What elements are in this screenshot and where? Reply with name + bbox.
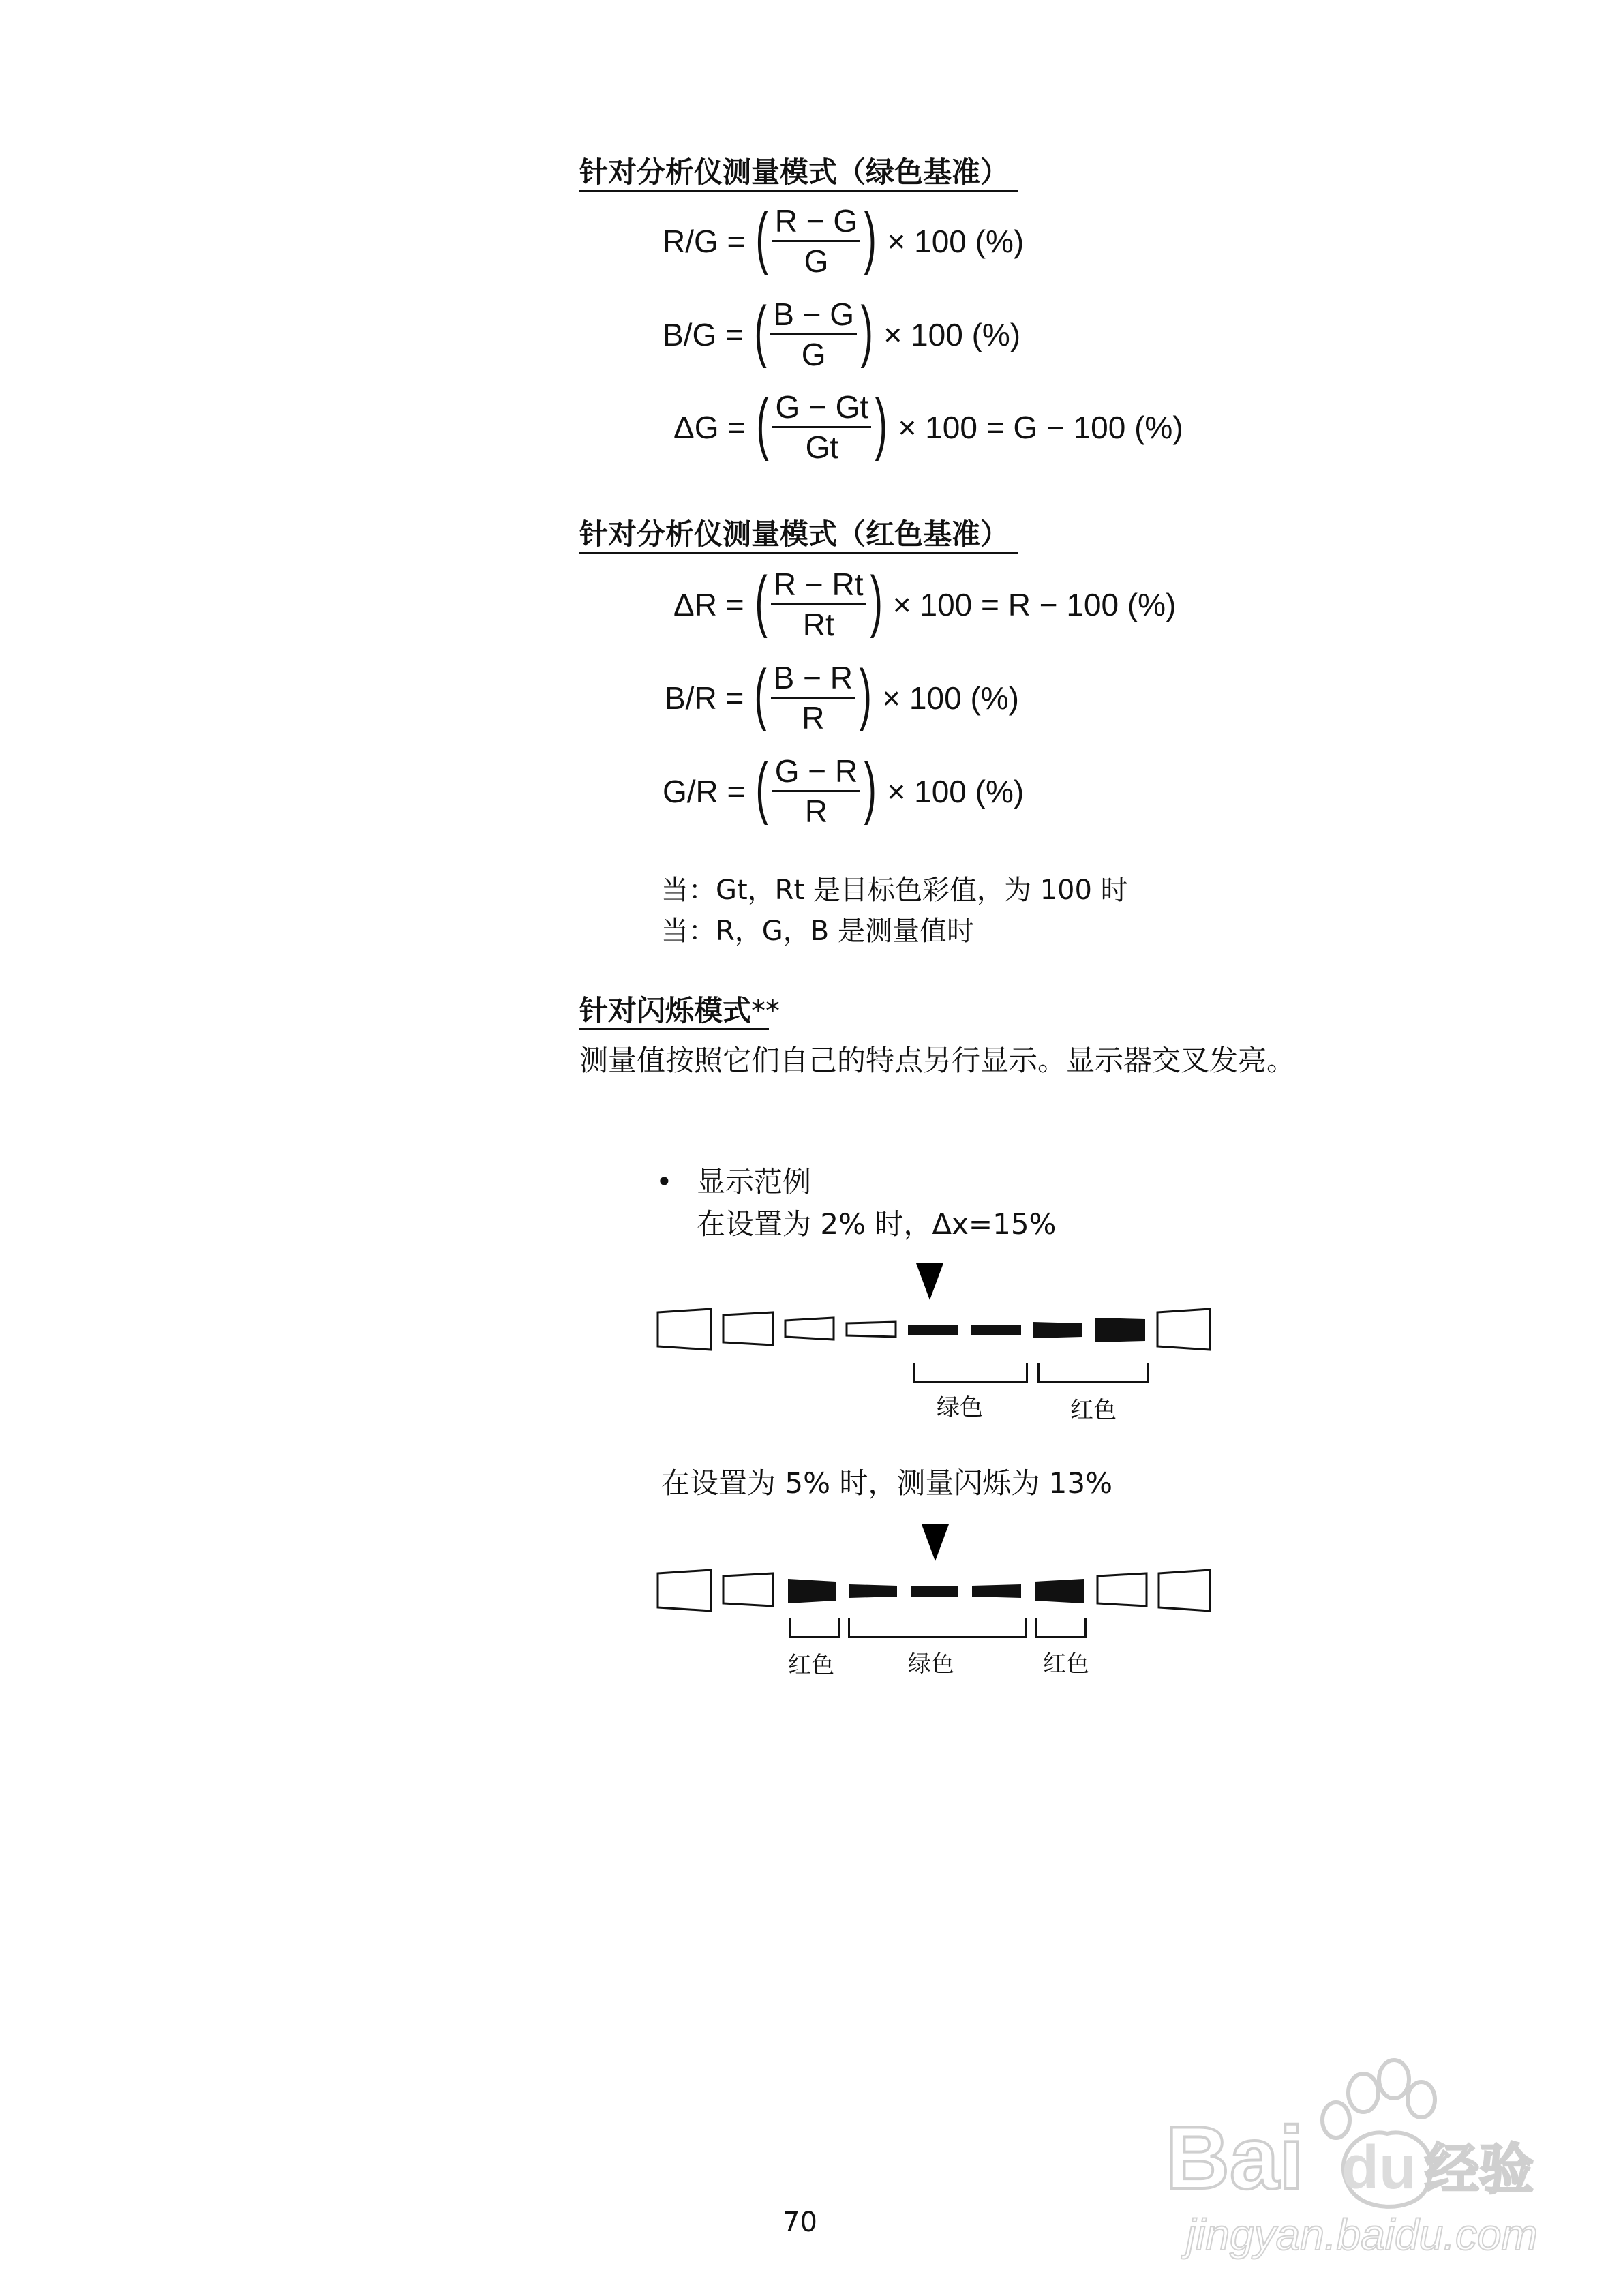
segment-outline — [658, 1570, 711, 1611]
flicker-heading — [579, 994, 780, 1027]
pointer-down-icon — [922, 1524, 949, 1561]
segment-outline — [1157, 1309, 1210, 1350]
label-red: 红色 — [1070, 1397, 1117, 1424]
page-number: 70 — [783, 2207, 817, 2238]
bracket-green — [913, 1363, 1028, 1383]
numerator: B − R — [773, 660, 853, 695]
right-paren: ) — [859, 655, 872, 732]
pointer-down-icon — [916, 1263, 943, 1300]
formula-bg — [663, 292, 1021, 373]
segment-lit — [911, 1586, 958, 1597]
segment-bar-case2 — [654, 1567, 1213, 1618]
label-red-left: 红色 — [788, 1652, 834, 1679]
denominator: G — [801, 337, 826, 373]
formula-br — [665, 655, 1019, 736]
flicker-heading-suffix: ** — [751, 994, 780, 1027]
segment-lit — [1095, 1318, 1145, 1342]
segment-outline — [1097, 1573, 1147, 1606]
bracket-green — [848, 1618, 1027, 1638]
right-paren: ) — [875, 384, 888, 462]
right-paren: ) — [870, 562, 883, 639]
note-target-values: 当：Gt，Rt 是目标色彩值，为 100 时 — [661, 875, 1128, 906]
case2-caption: 在设置为 5% 时，测量闪烁为 13% — [661, 1466, 1113, 1500]
heading-underline — [579, 552, 1018, 554]
fraction — [772, 391, 871, 464]
segment-bar-case1 — [654, 1305, 1213, 1357]
fraction — [772, 205, 860, 278]
watermark-brand-cn: 经验 — [1425, 2138, 1534, 2201]
bracket-red — [1037, 1363, 1149, 1383]
flicker-description: 测量值按照它们自己的特点另行显示。显示器交叉发亮。 — [579, 1044, 1296, 1077]
watermark-url: jingyan.baidu.com — [1186, 2210, 1538, 2259]
section-red-heading: 针对分析仪测量模式（红色基准） — [579, 517, 1010, 551]
right-paren: ) — [864, 198, 877, 275]
numerator: R − G — [774, 203, 858, 239]
example-title: 显示范例 — [697, 1165, 812, 1198]
segment-outline — [723, 1573, 773, 1606]
label-green: 绿色 — [908, 1650, 954, 1678]
section-green-heading: 针对分析仪测量模式（绿色基准） — [579, 155, 1010, 189]
formula-rhs: × 100 = R − 100 (%) — [892, 586, 1177, 622]
formula-rhs: × 100 (%) — [882, 680, 1019, 716]
watermark-brand: Bai — [1166, 2108, 1304, 2207]
segment-outline — [847, 1322, 896, 1337]
left-paren: ( — [756, 384, 769, 462]
heading-underline — [579, 190, 1018, 192]
segment-lit — [908, 1325, 958, 1335]
formula-rhs: × 100 (%) — [883, 316, 1021, 352]
numerator: R − Rt — [773, 567, 864, 602]
bracket-red-right — [1035, 1618, 1087, 1638]
segment-lit — [849, 1584, 897, 1598]
left-paren: ( — [754, 655, 768, 732]
formula-lhs: B/G = — [663, 316, 744, 352]
formula-lhs: R/G = — [663, 223, 746, 259]
right-paren: ) — [860, 292, 873, 369]
segment-lit — [971, 1325, 1021, 1335]
segment-lit — [788, 1579, 836, 1603]
watermark-brand-du: du — [1341, 2134, 1416, 2202]
denominator: R — [804, 794, 828, 830]
formula-rhs: × 100 = G − 100 (%) — [898, 409, 1183, 445]
formula-lhs: G/R = — [663, 773, 746, 809]
segment-lit — [1033, 1322, 1082, 1338]
segment-lit — [972, 1584, 1021, 1598]
left-paren: ( — [754, 292, 767, 369]
formula-gr — [663, 749, 1025, 830]
formula-rhs: × 100 (%) — [887, 223, 1025, 259]
bracket-red-left — [789, 1618, 840, 1638]
numerator: G − R — [774, 753, 858, 789]
flicker-heading-text: 针对闪烁模式 — [579, 994, 752, 1027]
denominator: Gt — [805, 429, 839, 466]
left-paren: ( — [755, 562, 768, 639]
formula-lhs: ΔG = — [673, 409, 746, 445]
segment-outline — [723, 1312, 773, 1345]
label-red-right: 红色 — [1043, 1650, 1089, 1678]
segment-lit — [1035, 1579, 1084, 1603]
formula-lhs: B/R = — [665, 680, 744, 716]
segment-outline — [785, 1318, 834, 1340]
formula-delta-g — [673, 384, 1183, 466]
fraction — [772, 755, 860, 828]
left-paren: ( — [755, 198, 769, 275]
fraction — [771, 568, 866, 641]
segment-outline — [1159, 1570, 1210, 1611]
case1-caption: 在设置为 2% 时，Δx=15% — [697, 1207, 1057, 1241]
formula-lhs: ΔR = — [673, 586, 744, 622]
denominator: Rt — [802, 607, 834, 643]
label-green: 绿色 — [937, 1394, 983, 1421]
formula-rg — [663, 198, 1025, 280]
denominator: G — [804, 243, 829, 280]
fraction — [770, 298, 857, 372]
denominator: R — [802, 700, 825, 736]
baidu-jingyan-watermark — [1159, 2052, 1541, 2270]
segment-outline — [658, 1309, 711, 1350]
fraction — [771, 661, 855, 735]
note-measured-values: 当：R，G，B 是测量值时 — [661, 916, 974, 947]
formula-rhs: × 100 (%) — [887, 773, 1025, 809]
right-paren: ) — [864, 749, 877, 826]
left-paren: ( — [755, 749, 769, 826]
heading-underline — [579, 1028, 769, 1030]
formula-delta-r — [673, 562, 1177, 643]
numerator: B − G — [773, 297, 855, 332]
numerator: G − Gt — [775, 389, 869, 425]
bullet-icon: • — [656, 1165, 673, 1198]
